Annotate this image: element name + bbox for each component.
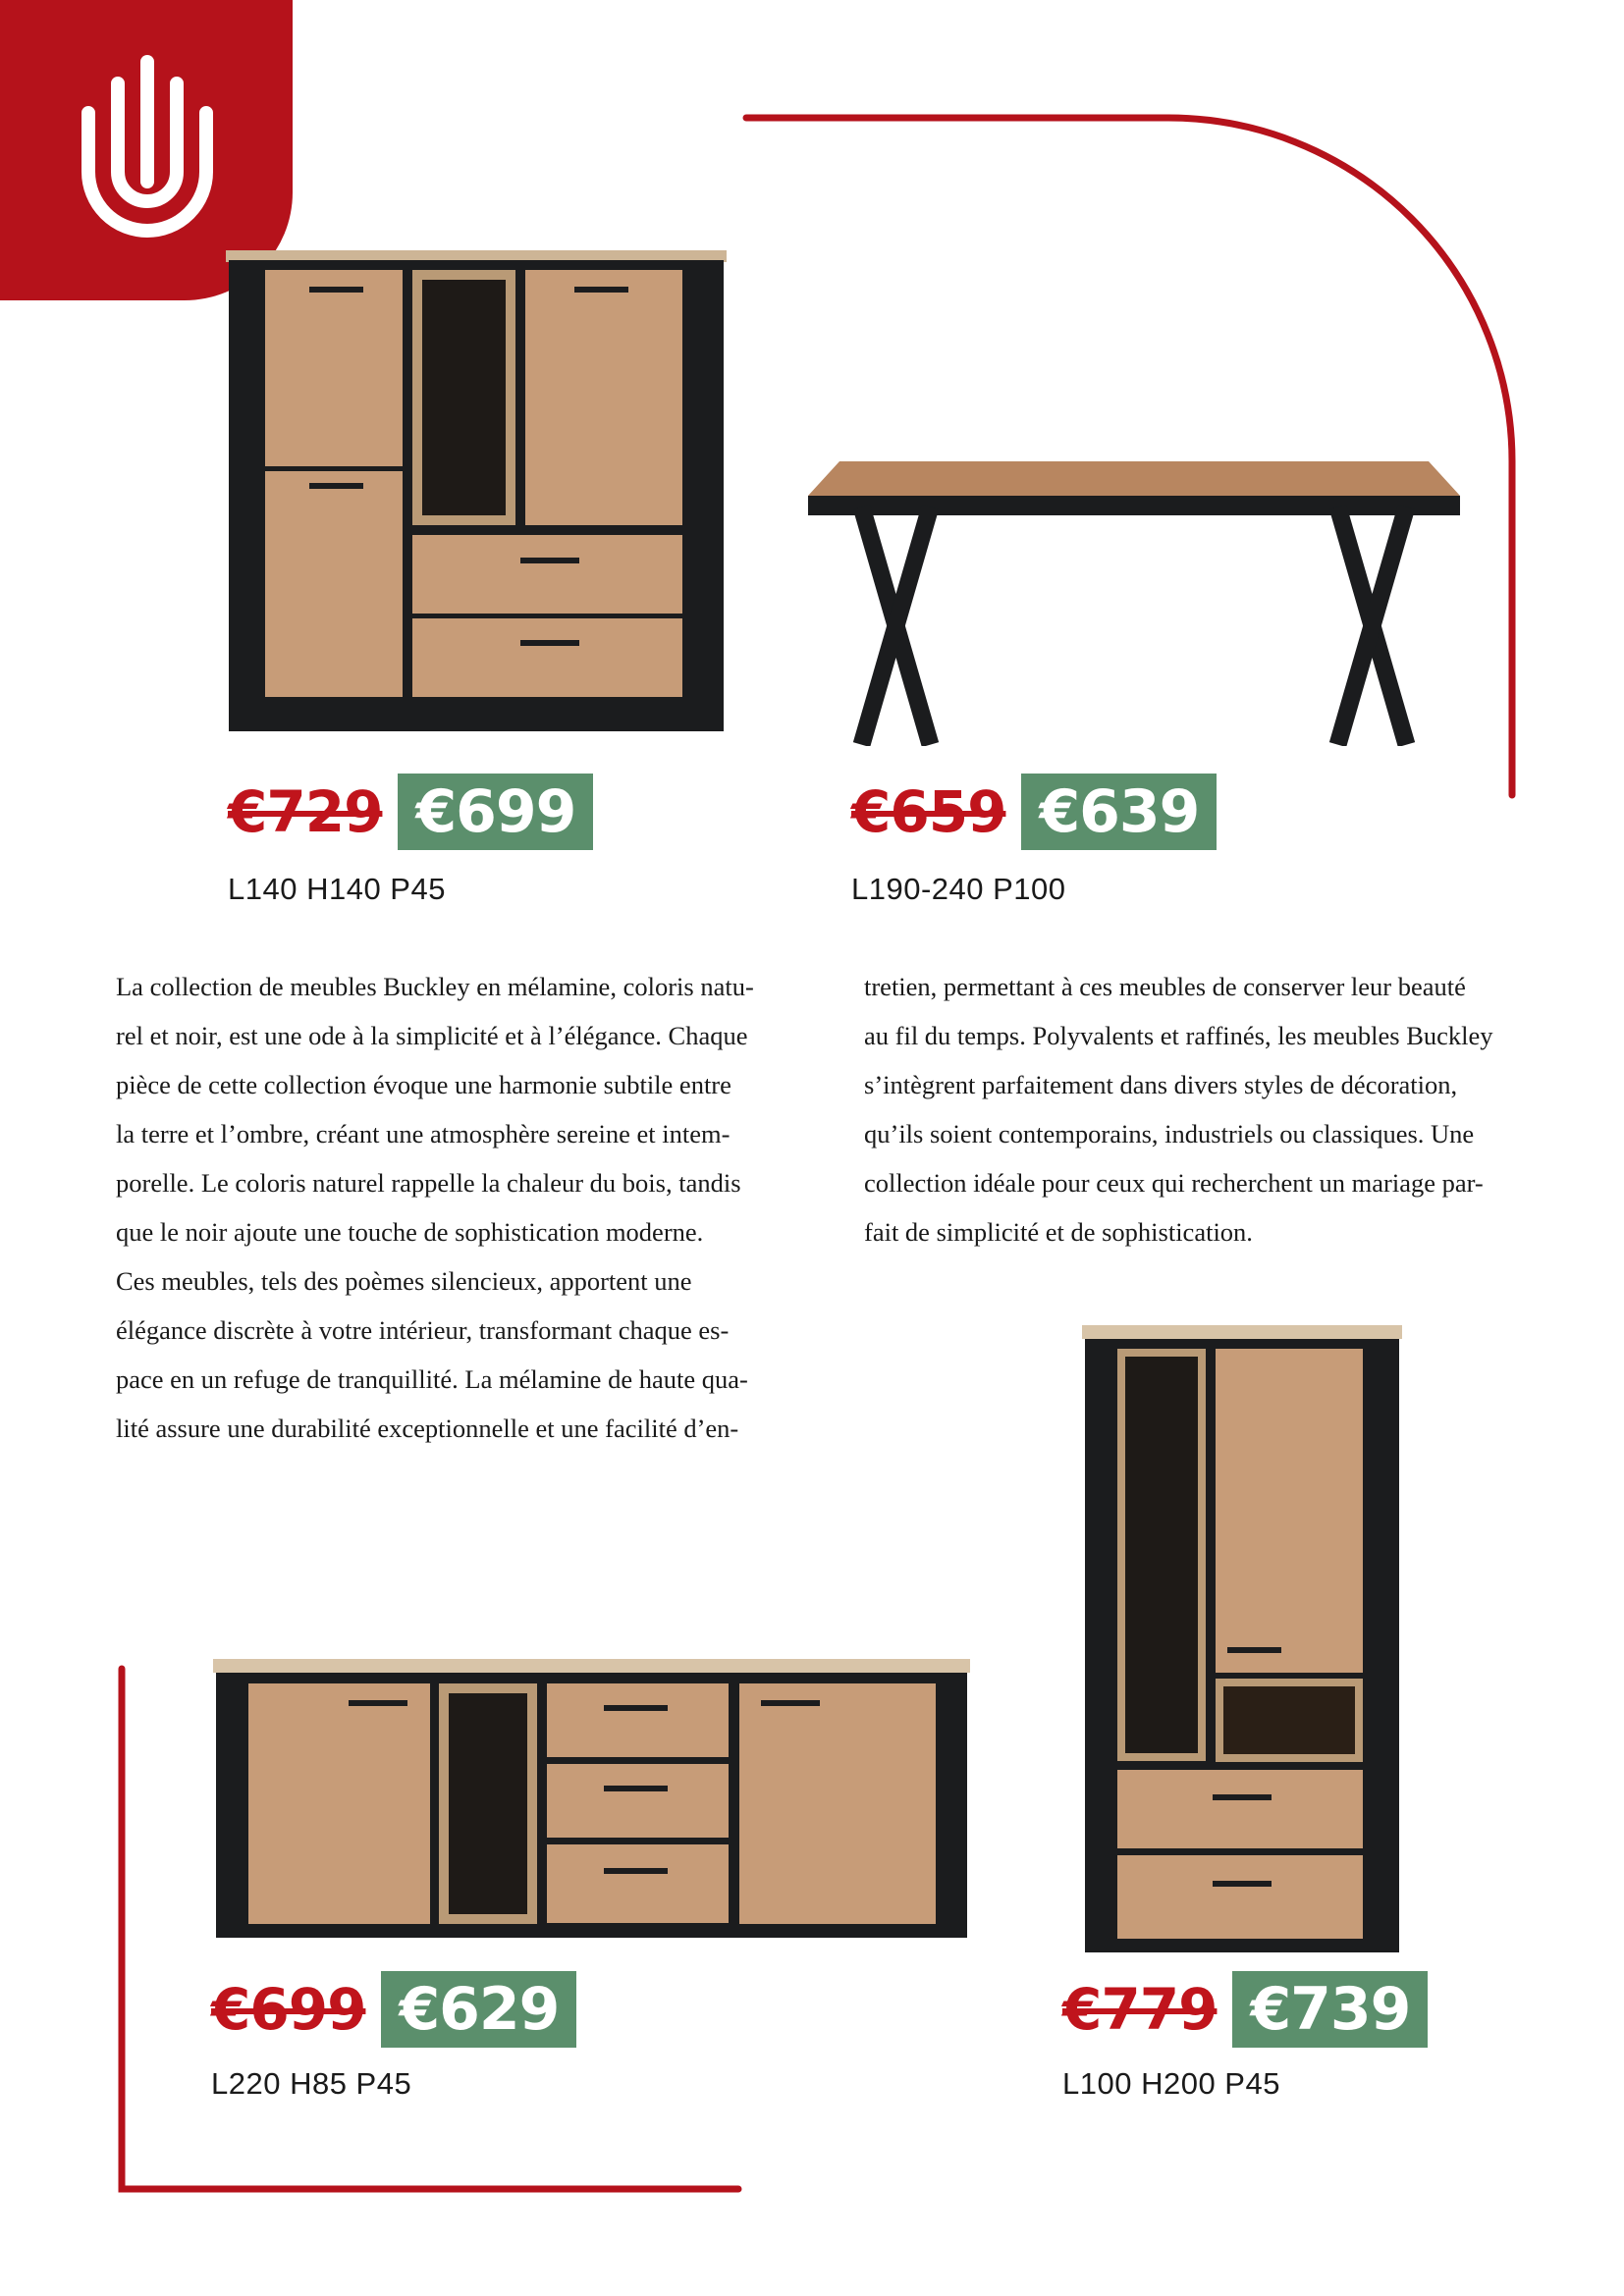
new-price-badge: €739	[1232, 1971, 1428, 2048]
description-line: lité assure une durabilité exceptionnelle et une facilité d’en-	[116, 1414, 739, 1443]
description-line: rel et noir, est une ode à la simplicité et à l’élégance. Chaque	[116, 1021, 748, 1050]
description-line: que le noir ajoute une touche de sophistication moderne.	[116, 1217, 704, 1247]
product-dimensions: L190-240 P100	[851, 872, 1066, 906]
description-line: s’intègrent parfaitement dans divers styles de décoration,	[864, 1070, 1458, 1099]
description-line: pièce de cette collection évoque une harmonie subtile entre	[116, 1070, 731, 1099]
vitrine-icon	[1080, 1323, 1404, 1956]
old-price: €699	[211, 1976, 366, 2043]
description-column-2	[864, 962, 1518, 1256]
product-dimensions: L100 H200 P45	[1062, 2066, 1280, 2101]
cabinet-icon	[221, 245, 731, 736]
new-price-badge: €699	[398, 774, 593, 850]
dining-table-icon	[800, 452, 1468, 746]
description-line: élégance discrète à votre intérieur, transformant chaque es-	[116, 1315, 730, 1345]
new-price-badge: €629	[381, 1971, 576, 2048]
description-line: tretien, permettant à ces meubles de conserver leur beauté	[864, 972, 1466, 1001]
description-column-1	[116, 962, 770, 1453]
description-line: collection idéale pour ceux qui recherchent un mariage par-	[864, 1168, 1484, 1198]
price-row	[1062, 1971, 1428, 2048]
new-price-badge: €639	[1021, 774, 1217, 850]
product-dimensions: L220 H85 P45	[211, 2066, 412, 2101]
description-line: pace en un refuge de tranquillité. La mélamine de haute qua-	[116, 1364, 748, 1394]
description-line: Ces meubles, tels des poèmes silencieux, apportent une	[116, 1266, 692, 1296]
old-price: €729	[228, 778, 383, 845]
description-line: qu’ils soient contemporains, industriels ou classiques. Une	[864, 1119, 1475, 1148]
product-dimensions: L140 H140 P45	[228, 872, 446, 906]
description-line: La collection de meubles Buckley en mélamine, coloris natu-	[116, 972, 754, 1001]
sideboard-icon	[211, 1654, 972, 1953]
price-row	[228, 774, 593, 850]
price-row	[851, 774, 1217, 850]
description-line: fait de simplicité et de sophistication.	[864, 1217, 1253, 1247]
price-row	[211, 1971, 576, 2048]
description-line: au fil du temps. Polyvalents et raffinés, les meubles Buckley	[864, 1021, 1493, 1050]
old-price: €779	[1062, 1976, 1218, 2043]
description-line: la terre et l’ombre, créant une atmosphère sereine et intem-	[116, 1119, 731, 1148]
old-price: €659	[851, 778, 1006, 845]
description-line: porelle. Le coloris naturel rappelle la chaleur du bois, tandis	[116, 1168, 741, 1198]
hand-logo-icon	[79, 54, 216, 250]
